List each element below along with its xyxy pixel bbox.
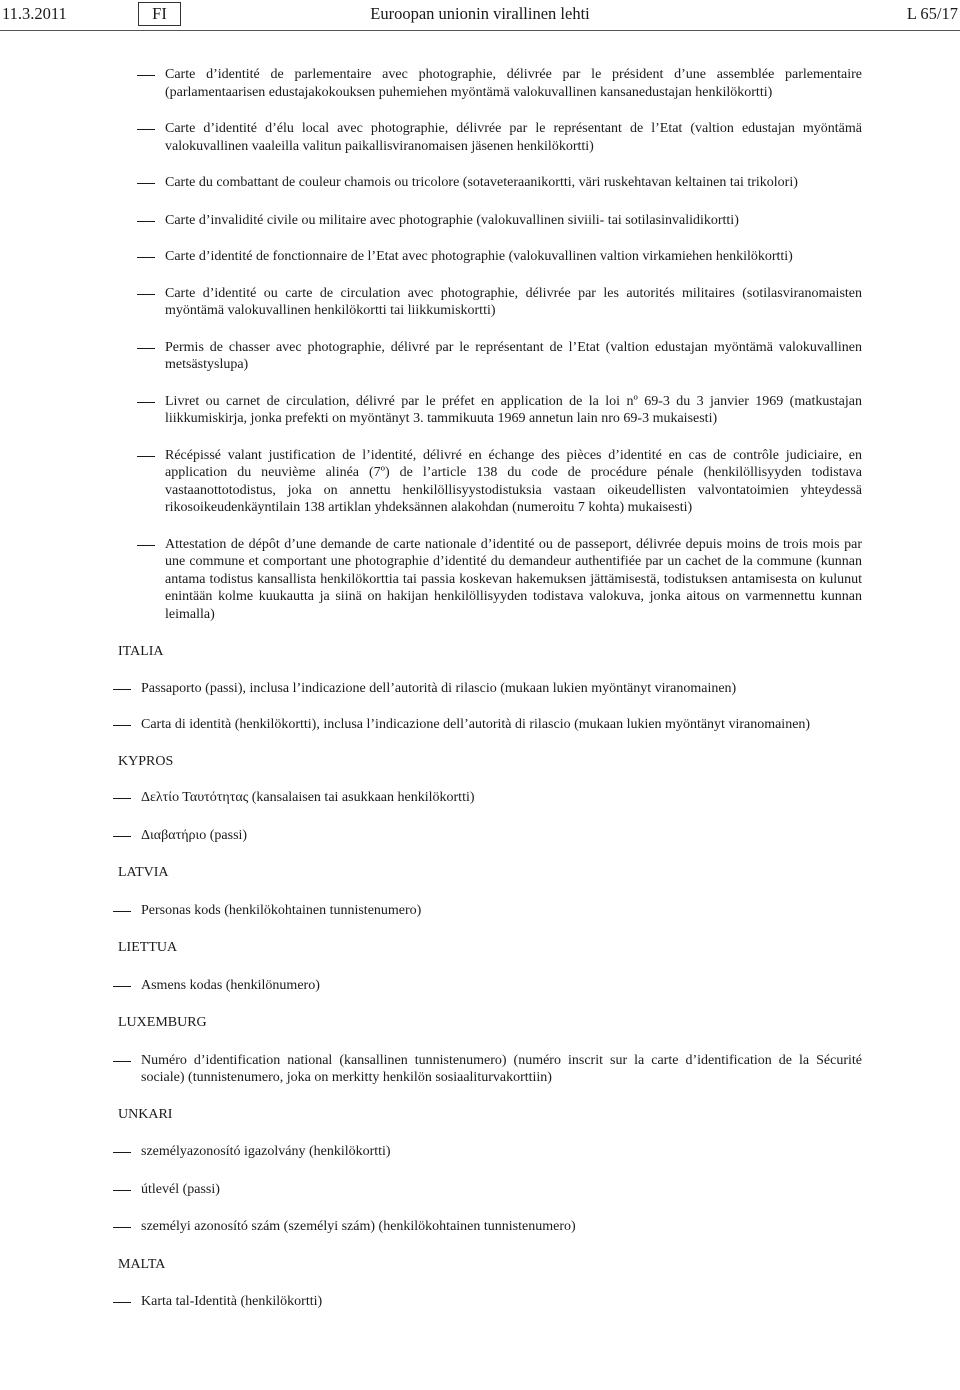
country-heading-unkari: UNKARI xyxy=(118,1106,173,1122)
list-item: Attestation de dépôt d’une demande de carte nationale d’identité ou de passeport, délivrée depuis moins de trois mois par une commune et comportant une photographie d’identité du demandeur authentifiée par un cachet de la commune (kunnan antama todistus kansallista henkilökorttia tai passia koskevan hakemuksen jättämisestä, todistuksen antamisesta on kulunut enintään kolme kuukautta ja siinä on hakijan henkilöllisyyden todistava valokuva, jonka aitous on varmennettu kunnan leimalla) xyxy=(165,536,862,624)
list-item: személyi azonosító szám (személyi szám) (henkilökohtainen tunnistenumero) xyxy=(141,1218,862,1236)
list-item: Asmens kodas (henkilönumero) xyxy=(141,977,862,995)
dash-bullet xyxy=(113,798,131,799)
dash-bullet xyxy=(113,689,131,690)
dash-bullet xyxy=(113,725,131,726)
list-item: Carte d’identité de fonctionnaire de l’Etat avec photographie (valokuvallinen valtion virkamiehen henkilökortti) xyxy=(165,248,862,266)
journal-title: Euroopan unionin virallinen lehti xyxy=(370,4,590,23)
list-item: Personas kods (henkilökohtainen tunnistenumero) xyxy=(141,902,862,920)
dash-bullet xyxy=(113,836,131,837)
dash-bullet xyxy=(137,257,155,258)
list-item: Carte d’invalidité civile ou militaire avec photographie (valokuvallinen siviili- tai sotilasinvalidikortti) xyxy=(165,212,862,230)
list-item: Carte du combattant de couleur chamois ou tricolore (sotaveteraanikortti, väri ruskehtavan keltainen tai trikolori) xyxy=(165,174,862,192)
list-item: Récépissé valant justification de l’identité, délivré en échange des pièces d’identité en cas de contrôle judiciaire, en application du neuvième alinéa (7º) de l’article 138 du code de procédure pénale (henkilöllisyyden todistava vastaanottotodistus, joka on annettu henkilöllisyystodistuksia vastaan oikeudellisten valvontatoimien yhteydessä rikosoikeudenkäyntilain 138 artiklan yhdeksännen alakohdan (numeroitu 7 kohta) mukaisesti) xyxy=(165,447,862,517)
country-heading-kypros: KYPROS xyxy=(118,753,174,769)
list-item: útlevél (passi) xyxy=(141,1181,862,1199)
country-heading-italia: ITALIA xyxy=(118,644,164,659)
dash-bullet xyxy=(113,1227,131,1228)
dash-bullet xyxy=(113,1190,131,1191)
country-heading-luxemburg: LUXEMBURG xyxy=(118,1015,207,1030)
dash-bullet xyxy=(113,911,131,912)
dash-bullet xyxy=(113,1302,131,1303)
list-item: Passaporto (passi), inclusa l’indicazione dell’autorità di rilascio (mukaan lukien myöntänyt viranomainen) xyxy=(141,680,862,698)
country-heading-malta: MALTA xyxy=(118,1256,166,1272)
dash-bullet xyxy=(137,75,155,76)
dash-bullet xyxy=(137,221,155,222)
header-rule xyxy=(0,30,960,31)
country-heading-latvia: LATVIA xyxy=(118,865,169,880)
page-header xyxy=(0,0,960,32)
dash-bullet xyxy=(113,986,131,987)
list-item: Numéro d’identification national (kansallinen tunnistenumero) (numéro inscrit sur la carte d’identification de la Sécurité sociale) (tunnistenumero, joka on merkitty henkilön sosiaaliturvakorttiin) xyxy=(141,1052,862,1087)
publication-date: 11.3.2011 xyxy=(2,4,67,23)
list-item: Διαβατήριο (passi) xyxy=(141,827,862,845)
list-item: Carte d’identité d’élu local avec photographie, délivrée par le représentant de l’Etat (valtion edustajan myöntämä valokuvallinen vaaleilla valitun paikallisviranomaisen jäsenen henkilökortti) xyxy=(165,120,862,155)
list-item: Carta di identità (henkilökortti), inclusa l’indicazione dell’autorità di rilascio (mukaan lukien myöntänyt viranomainen) xyxy=(141,716,862,734)
page-reference: L 65/17 xyxy=(906,4,958,23)
dash-bullet xyxy=(137,294,155,295)
dash-bullet xyxy=(137,456,155,457)
list-item: Carte d’identité ou carte de circulation avec photographie, délivrée par les autorités militaires (sotilasviranomaisten myöntämä valokuvallinen henkilökortti tai liikkumiskortti) xyxy=(165,285,862,320)
list-item: Livret ou carnet de circulation, délivré par le préfet en application de la loi nº 69-3 du 3 janvier 1969 (matkustajan liikkumiskirja, jonka prefekti on myöntänyt 3. tammikuuta 1969 annetun lain nro 69-3 mukaisesti) xyxy=(165,393,862,428)
country-heading-liettua: LIETTUA xyxy=(118,940,178,955)
language-code-box: FI xyxy=(138,2,181,26)
dash-bullet xyxy=(137,545,155,546)
dash-bullet xyxy=(137,129,155,130)
document-body xyxy=(0,66,960,1311)
list-item: Carte d’identité de parlementaire avec photographie, délivrée par le président d’une assemblée parlementaire (parlamentaarisen edustajakokouksen puhemiehen myöntämä valokuvallinen kansanedustajan henkilökortti) xyxy=(165,66,862,101)
dash-bullet xyxy=(113,1061,131,1062)
dash-bullet xyxy=(137,348,155,349)
dash-bullet xyxy=(113,1152,131,1153)
list-item: Δελτίο Ταυτότητας (kansalaisen tai asukkaan henkilökortti) xyxy=(141,789,862,807)
dash-bullet xyxy=(137,183,155,184)
list-item: Karta tal-Identità (henkilökortti) xyxy=(141,1293,862,1311)
list-item: személyazonosító igazolvány (henkilökortti) xyxy=(141,1143,862,1161)
list-item: Permis de chasser avec photographie, délivré par le représentant de l’Etat (valtion edustajan myöntämä valokuvallinen metsästyslupa) xyxy=(165,339,862,374)
dash-bullet xyxy=(137,402,155,403)
